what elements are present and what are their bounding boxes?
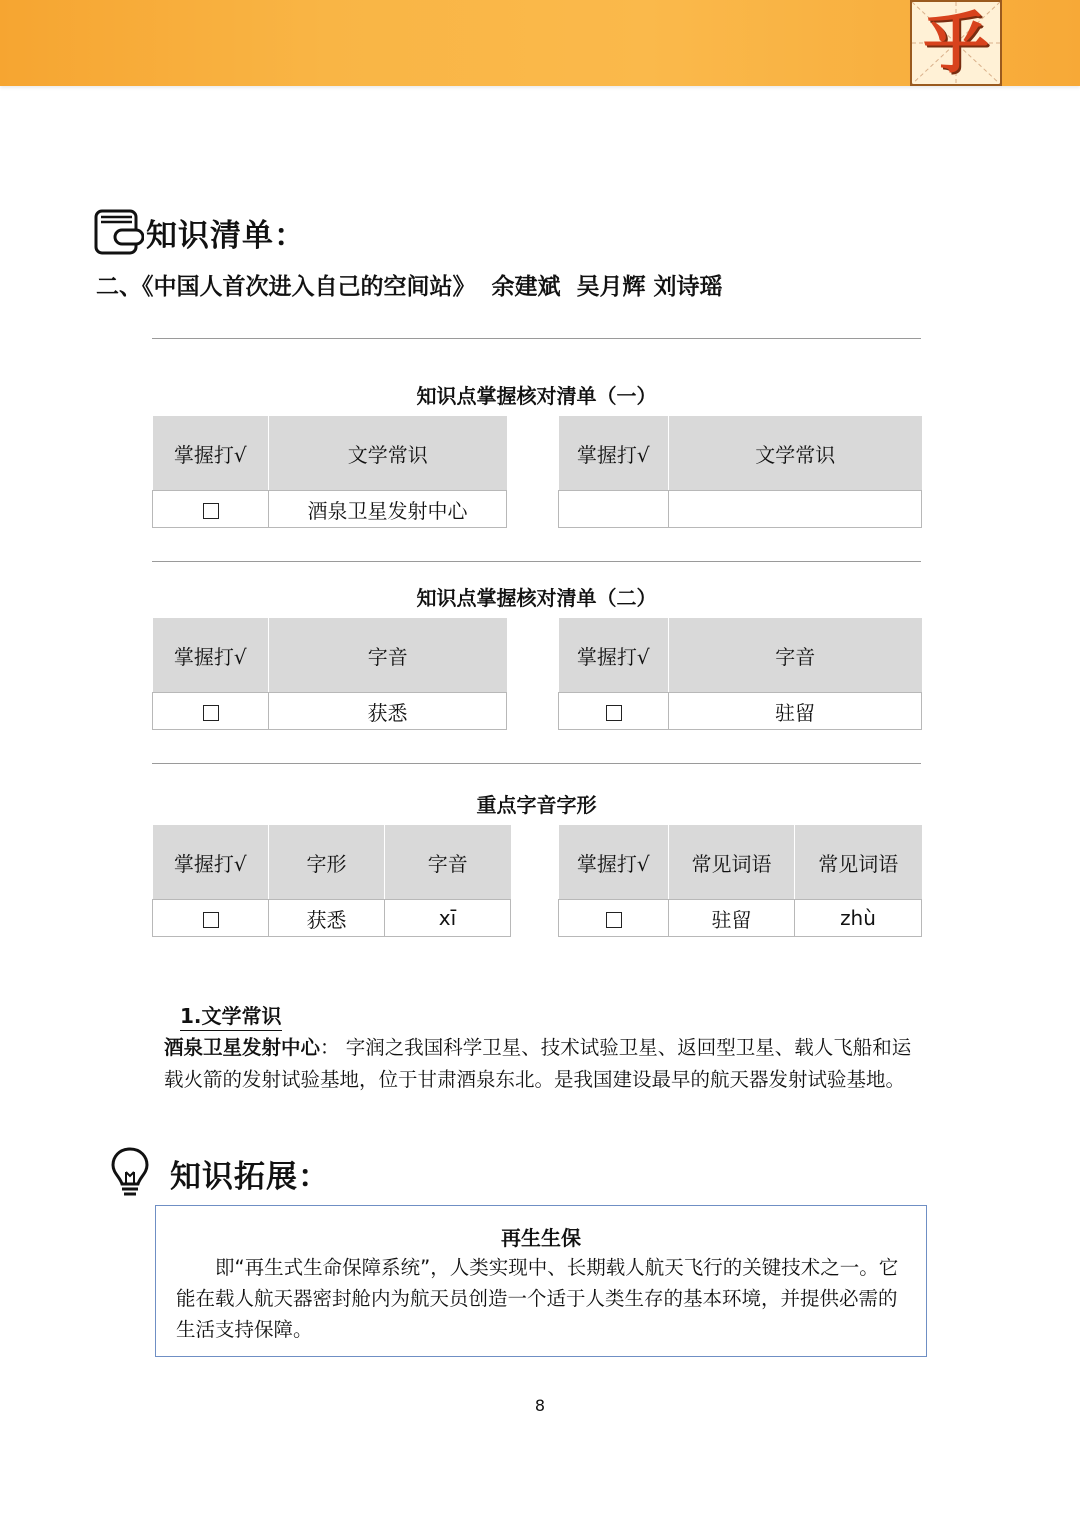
column-header: 常见词语 bbox=[669, 825, 795, 900]
table-header-row bbox=[559, 825, 922, 900]
extension-box-body: 即“再生式生命保障系统”，人类实现中、长期载人航天飞行的关键技术之一。它能在载人航天器密封舱内为航天员创造一个适于人类生存的基本环境，并提供必需的生活支持保障。 bbox=[176, 1256, 899, 1341]
checkbox[interactable] bbox=[203, 503, 219, 519]
knowledge-extension-heading bbox=[110, 1146, 330, 1200]
table3-title: 重点字音字形 bbox=[476, 793, 597, 817]
knowledge-extension-title: 知识拓展： bbox=[170, 1158, 330, 1195]
table-cell: 获悉 bbox=[269, 693, 507, 730]
table-cell bbox=[669, 491, 922, 528]
checkbox[interactable] bbox=[203, 705, 219, 721]
column-header: 文学常识 bbox=[669, 416, 922, 491]
divider bbox=[152, 561, 921, 562]
table-row bbox=[559, 900, 922, 937]
table-cell: xī bbox=[385, 900, 511, 937]
seal-logo bbox=[910, 0, 1002, 86]
table2-right bbox=[558, 618, 922, 730]
table-cell: 酒泉卫星发射中心 bbox=[269, 491, 507, 528]
column-header: 常见词语 bbox=[795, 825, 922, 900]
divider bbox=[152, 338, 921, 339]
table-header-row bbox=[153, 618, 507, 693]
column-header: 字音 bbox=[669, 618, 922, 693]
knowledge-list-title: 知识清单： bbox=[146, 217, 306, 254]
column-header: 掌握打√ bbox=[153, 416, 269, 491]
term-definition: ： 字润之我国科学卫星、技术试验卫星、返回型卫星、载人飞船和运载火箭的发射试验基地，位于甘肃酒泉东北。是我国建设最早的航天器发射试验基地。 bbox=[164, 1036, 912, 1091]
checkbox-cell[interactable] bbox=[153, 693, 269, 730]
page-number: 8 bbox=[534, 1396, 546, 1415]
table2-title: 知识点掌握核对清单（二） bbox=[416, 586, 657, 610]
notebook-icon bbox=[92, 206, 144, 258]
table-row bbox=[153, 900, 511, 937]
table-cell: 驻留 bbox=[669, 693, 922, 730]
lightbulb-icon bbox=[110, 1146, 150, 1200]
table1-title: 知识点掌握核对清单（一） bbox=[416, 384, 657, 408]
section-title: 1.文学常识 bbox=[180, 1000, 282, 1031]
table-row bbox=[153, 491, 507, 528]
column-header: 掌握打√ bbox=[153, 618, 269, 693]
divider bbox=[152, 763, 921, 764]
checkbox[interactable] bbox=[606, 705, 622, 721]
table-cell bbox=[559, 491, 669, 528]
column-header: 掌握打√ bbox=[559, 416, 669, 491]
column-header: 掌握打√ bbox=[559, 618, 669, 693]
table-row bbox=[153, 693, 507, 730]
table-header-row bbox=[153, 825, 511, 900]
extension-box bbox=[155, 1205, 927, 1357]
column-header: 字音 bbox=[269, 618, 507, 693]
checkbox-cell[interactable] bbox=[153, 491, 269, 528]
table-header-row bbox=[559, 618, 922, 693]
table-cell: 驻留 bbox=[669, 900, 795, 937]
table1-left bbox=[152, 416, 507, 528]
column-header: 字形 bbox=[269, 825, 385, 900]
table2-left bbox=[152, 618, 507, 730]
lesson-title: 二、《中国人首次进入自己的空间站》 余建斌 吴月辉 刘诗瑶 bbox=[96, 274, 723, 300]
table-row bbox=[559, 491, 922, 528]
checkbox[interactable] bbox=[606, 912, 622, 928]
table1-right bbox=[558, 416, 922, 528]
table-header-row bbox=[153, 416, 507, 491]
checkbox-cell[interactable] bbox=[559, 900, 669, 937]
section-paragraph bbox=[164, 1032, 924, 1096]
checkbox-cell[interactable] bbox=[559, 693, 669, 730]
checkbox-cell[interactable] bbox=[153, 900, 269, 937]
seal-char: 乎 bbox=[923, 4, 989, 82]
column-header: 掌握打√ bbox=[559, 825, 669, 900]
checkbox[interactable] bbox=[203, 912, 219, 928]
table3-right bbox=[558, 825, 922, 937]
table-row bbox=[559, 693, 922, 730]
table-cell: zhù bbox=[795, 900, 922, 937]
column-header: 掌握打√ bbox=[153, 825, 269, 900]
term-label: 酒泉卫星发射中心 bbox=[164, 1036, 321, 1059]
knowledge-list-heading bbox=[92, 206, 306, 258]
extension-box-title: 再生生保 bbox=[501, 1226, 581, 1250]
table3-left bbox=[152, 825, 511, 937]
table-cell: 获悉 bbox=[269, 900, 385, 937]
column-header: 文学常识 bbox=[269, 416, 507, 491]
column-header: 字音 bbox=[385, 825, 511, 900]
table-header-row bbox=[559, 416, 922, 491]
